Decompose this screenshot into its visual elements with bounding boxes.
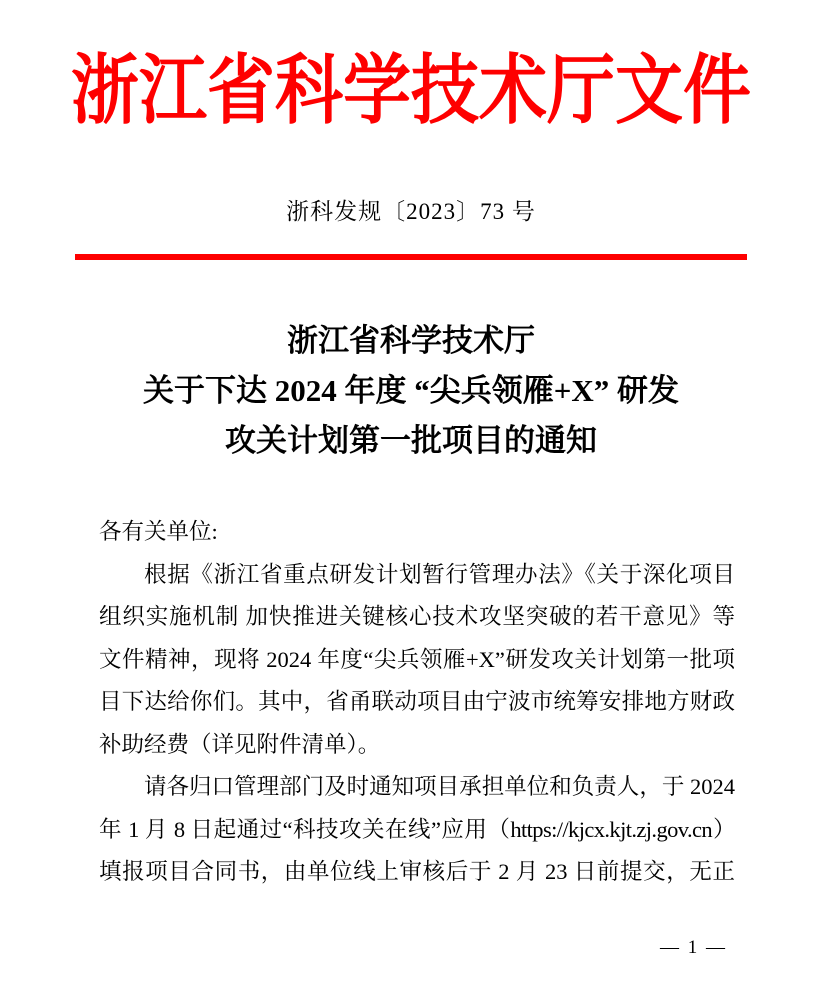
paragraph-line: 填报项目合同书，由单位线上审核后于 2 月 23 日前提交，无正 xyxy=(99,859,735,884)
page-number: — 1 — xyxy=(660,937,727,958)
paragraph-line: 补助经费（详见附件清单）。 xyxy=(99,731,381,757)
salutation: 各有关单位: xyxy=(99,519,218,544)
document-title xyxy=(0,316,822,466)
paragraph xyxy=(99,766,735,894)
paragraph-line: 年 1 月 8 日起通过“科技攻关在线”应用（https://kjcx.kjt.zj.gov.cn） xyxy=(99,816,735,842)
red-separator-line xyxy=(75,254,747,260)
paragraph-line: 请各归口管理部门及时通知项目承担单位和负责人，于 2024 xyxy=(144,774,735,799)
paragraph-line: 根据《浙江省重点研发计划暂行管理办法》《关于深化项目 xyxy=(144,561,735,587)
paragraph-line: 目下达给你们。其中，省甬联动项目由宁波市统筹安排地方财政 xyxy=(99,689,735,714)
document-reference-number: 浙科发规〔2023〕73 号 xyxy=(286,199,536,224)
paragraph xyxy=(99,554,735,767)
paragraph-line: 文件精神，现将 2024 年度“尖兵领雁+X”研发攻关计划第一批项 xyxy=(99,646,735,672)
document-title-line: 关于下达 2024 年度 “尖兵领雁+X” 研发 xyxy=(142,373,680,408)
agency-masthead-title: 浙江省科学技术厅文件 xyxy=(70,48,751,134)
document-title-line: 攻关计划第一批项目的通知 xyxy=(225,423,597,458)
paragraph-line: 组织实施机制 加快推进关键核心技术攻坚突破的若干意见》等 xyxy=(99,604,735,629)
document-title-line: 浙江省科学技术厅 xyxy=(287,323,535,358)
document-body xyxy=(99,511,735,894)
